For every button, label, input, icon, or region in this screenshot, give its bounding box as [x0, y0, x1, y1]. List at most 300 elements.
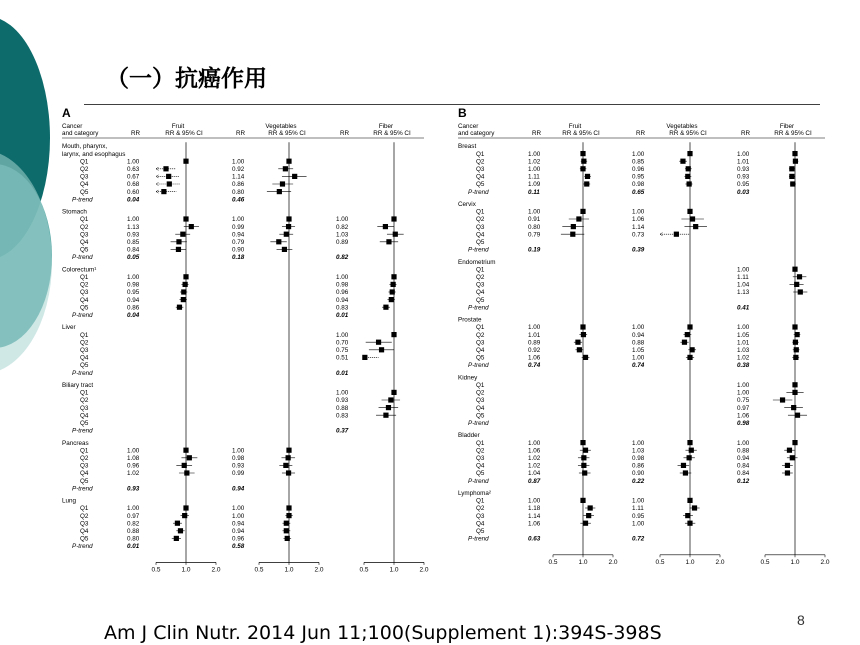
p-trend-label: P-trend [468, 477, 489, 485]
rr-value: 1.00 [528, 497, 541, 505]
rr-value: 0.84 [737, 470, 750, 478]
header-category: and category [62, 130, 99, 137]
quintile-label: Q1 [80, 274, 89, 281]
quintile-label: Q5 [476, 412, 485, 420]
rr-marker [674, 232, 679, 237]
quintile-label: Q3 [476, 512, 485, 520]
quintile-label: Q1 [80, 505, 89, 513]
rr-value: 1.00 [528, 324, 541, 332]
rr-marker [689, 448, 694, 453]
rr-marker [183, 282, 188, 287]
quintile-label: Q1 [80, 389, 89, 397]
header-column-name: Fruit [171, 123, 185, 130]
p-trend-value: 0.74 [632, 362, 645, 370]
quintile-label: Q1 [476, 382, 485, 389]
quintile-label: Q2 [80, 223, 89, 231]
p-trend-label: P-trend [468, 246, 489, 254]
rr-value: 1.11 [737, 274, 749, 281]
group-name: Endometrium [458, 258, 496, 266]
group-name: Lymphoma² [458, 490, 492, 497]
group-name: Stomach [62, 208, 87, 216]
group-name: Kidney [458, 374, 478, 382]
rr-marker [798, 289, 803, 294]
rr-value: 0.98 [632, 181, 645, 189]
citation-text: Am J Clin Nutr. 2014 Jun 11;100(Supplement 1):394S-398S [104, 622, 662, 644]
p-trend-value: 0.65 [632, 188, 645, 196]
rr-marker [362, 355, 367, 360]
rr-value: 1.00 [737, 324, 750, 332]
quintile-label: Q4 [80, 296, 89, 304]
quintile-label: Q2 [476, 274, 485, 281]
rr-marker [577, 347, 582, 352]
p-trend-value: 0.12 [737, 477, 750, 485]
header-column-sub: RR & 95% CI [165, 130, 203, 137]
rr-marker [389, 297, 394, 302]
rr-value: 1.00 [528, 439, 541, 447]
rr-marker [588, 505, 593, 510]
rr-marker [789, 166, 794, 171]
quintile-label: Q2 [80, 281, 89, 289]
rr-value: 0.80 [232, 188, 245, 196]
quintile-label: Q5 [80, 535, 89, 543]
rr-value: 0.80 [127, 535, 140, 543]
rr-value: 1.00 [232, 158, 245, 166]
p-trend-value: 0.63 [528, 535, 541, 543]
rr-value: 0.93 [336, 397, 349, 405]
rr-marker [174, 536, 179, 541]
rr-value: 0.95 [737, 181, 750, 189]
rr-value: 0.97 [127, 512, 140, 520]
rr-marker [583, 355, 588, 360]
rr-marker [692, 505, 697, 510]
rr-value: 0.75 [737, 397, 750, 405]
rr-marker [780, 397, 785, 402]
rr-value: 0.80 [528, 223, 541, 231]
p-trend-label: P-trend [72, 485, 93, 493]
x-tick-label: 2.0 [820, 558, 830, 566]
x-tick-label: 0.5 [151, 566, 161, 574]
rr-marker [161, 189, 166, 194]
rr-marker [187, 455, 192, 460]
quintile-label: Q5 [80, 420, 89, 427]
header-column-sub: RR & 95% CI [562, 130, 600, 137]
x-tick-label: 2.0 [211, 566, 221, 574]
rr-value: 1.02 [127, 470, 140, 478]
rr-marker [581, 159, 586, 164]
quintile-label: Q4 [476, 173, 485, 181]
rr-marker [176, 239, 181, 244]
group-name: Lung [62, 497, 77, 505]
header-rr: RR [131, 130, 141, 137]
rr-value: 1.06 [737, 412, 750, 420]
rr-value: 1.00 [737, 382, 750, 389]
quintile-label: Q3 [80, 173, 89, 181]
rr-value: 0.86 [632, 462, 645, 470]
rr-value: 1.11 [528, 173, 540, 181]
rr-value: 1.06 [528, 354, 541, 362]
rr-marker [292, 174, 297, 179]
group-name: Biliary tract [62, 382, 94, 389]
p-trend-value: 0.93 [127, 485, 140, 493]
rr-marker [393, 232, 398, 237]
rr-marker [282, 247, 287, 252]
rr-value: 0.90 [632, 470, 645, 478]
panel-label: B [458, 106, 467, 120]
quintile-label: Q4 [476, 404, 485, 412]
quintile-label: Q4 [80, 181, 89, 189]
rr-marker [586, 513, 591, 518]
x-tick-label: 2.0 [608, 558, 618, 566]
rr-value: 0.94 [336, 296, 349, 304]
quintile-label: Q4 [80, 239, 89, 246]
rr-marker [793, 159, 798, 164]
p-trend-label: P-trend [72, 312, 93, 319]
p-trend-value: 0.04 [127, 312, 140, 319]
quintile-label: Q4 [476, 520, 485, 528]
rr-value: 0.94 [737, 455, 750, 462]
rr-marker [167, 181, 172, 186]
p-trend-label: P-trend [468, 362, 489, 370]
header-column-sub: RR & 95% CI [669, 130, 707, 137]
rr-value: 1.18 [528, 505, 541, 513]
rr-marker [581, 455, 586, 460]
rr-value: 0.95 [632, 512, 645, 520]
p-trend-label: P-trend [72, 427, 93, 435]
quintile-label: Q1 [80, 447, 89, 455]
p-trend-value: 0.38 [737, 362, 750, 370]
rr-value: 0.96 [336, 289, 349, 297]
quintile-label: Q2 [80, 397, 89, 405]
p-trend-value: 0.74 [528, 362, 541, 370]
rr-marker [583, 521, 588, 526]
quintile-label: Q1 [476, 439, 485, 447]
rr-marker [386, 239, 391, 244]
rr-value: 1.02 [528, 158, 541, 166]
rr-marker [163, 166, 168, 171]
quintile-label: Q1 [80, 216, 89, 224]
rr-marker [286, 470, 291, 475]
rr-value: 1.02 [528, 455, 541, 462]
rr-value: 1.06 [528, 520, 541, 528]
quintile-label: Q2 [476, 158, 485, 166]
rr-marker [787, 448, 792, 453]
rr-value: 0.94 [232, 528, 245, 535]
rr-value: 1.09 [528, 181, 541, 189]
rr-marker [575, 340, 580, 345]
rr-marker [570, 232, 575, 237]
rr-marker [797, 274, 802, 279]
rr-value: 1.14 [232, 173, 245, 181]
rr-marker [685, 332, 690, 337]
x-tick-label: 1.0 [284, 566, 294, 574]
rr-value: 1.00 [336, 216, 349, 224]
rr-value: 0.63 [127, 166, 140, 173]
rr-value: 1.00 [232, 447, 245, 455]
quintile-label: Q1 [476, 497, 485, 505]
x-tick-label: 1.0 [685, 558, 695, 566]
quintile-label: Q2 [476, 216, 485, 224]
rr-marker [391, 282, 396, 287]
quintile-label: Q4 [80, 354, 89, 362]
rr-marker [793, 355, 798, 360]
rr-value: 0.92 [528, 347, 541, 354]
header-rr: RR [236, 130, 246, 137]
rr-value: 1.00 [737, 150, 750, 158]
rr-marker [189, 224, 194, 229]
p-trend-value: 0.01 [336, 369, 349, 377]
quintile-label: Q3 [476, 166, 485, 173]
rr-marker [790, 181, 795, 186]
rr-marker [383, 413, 388, 418]
rr-marker [283, 463, 288, 468]
rr-value: 1.00 [632, 354, 645, 362]
header-cancer: Cancer [62, 123, 83, 130]
rr-marker [795, 413, 800, 418]
rr-marker [681, 463, 686, 468]
group-name: Bladder [458, 432, 480, 440]
group-name: Prostate [458, 316, 482, 324]
p-trend-value: 0.39 [632, 246, 645, 254]
rr-value: 0.99 [232, 223, 245, 231]
rr-value: 0.85 [632, 158, 645, 166]
quintile-label: Q3 [476, 339, 485, 347]
rr-value: 0.88 [336, 404, 349, 412]
rr-marker [383, 224, 388, 229]
rr-value: 0.83 [336, 412, 349, 420]
rr-marker [685, 513, 690, 518]
rr-marker [687, 455, 692, 460]
rr-marker [585, 174, 590, 179]
rr-marker [791, 405, 796, 410]
quintile-label: Q2 [476, 447, 485, 455]
rr-value: 0.85 [127, 239, 140, 246]
rr-value: 1.05 [737, 331, 750, 339]
header-column-name: Fiber [378, 123, 394, 130]
header-column-name: Fiber [779, 123, 795, 130]
p-trend-value: 0.46 [232, 196, 245, 204]
rr-value: 1.03 [336, 231, 349, 239]
rr-value: 0.70 [336, 339, 349, 347]
quintile-label: Q5 [80, 477, 89, 485]
rr-value: 0.95 [632, 173, 645, 181]
rr-value: 0.94 [232, 520, 245, 528]
rr-marker [388, 397, 393, 402]
rr-value: 1.03 [632, 447, 645, 455]
p-trend-label: P-trend [72, 543, 93, 551]
rr-value: 0.94 [632, 331, 645, 339]
rr-value: 0.95 [127, 289, 140, 297]
rr-value: 0.91 [528, 216, 541, 224]
quintile-label: Q5 [80, 188, 89, 196]
header-column-name: Vegetables [666, 123, 698, 130]
quintile-label: Q3 [476, 455, 485, 462]
rr-value: 1.01 [528, 331, 541, 339]
rr-value: 0.82 [336, 223, 349, 231]
rr-value: 0.88 [632, 339, 645, 347]
p-trend-value: 0.98 [737, 420, 750, 427]
header-rr: RR [741, 130, 751, 137]
rr-value: 1.14 [528, 512, 541, 520]
quintile-label: Q2 [80, 166, 89, 173]
rr-value: 1.00 [232, 505, 245, 513]
rr-marker [176, 247, 181, 252]
quintile-label: Q1 [476, 266, 485, 274]
rr-marker [785, 463, 790, 468]
p-trend-value: 0.05 [127, 254, 140, 262]
rr-value: 0.79 [528, 231, 541, 239]
rr-value: 1.00 [632, 208, 645, 216]
p-trend-value: 0.19 [528, 246, 541, 254]
header-column-sub: RR & 95% CI [268, 130, 306, 137]
rr-value: 0.93 [232, 462, 245, 470]
rr-marker [180, 232, 185, 237]
rr-value: 0.67 [127, 173, 140, 181]
quintile-label: Q5 [476, 470, 485, 478]
rr-value: 1.05 [632, 347, 645, 354]
p-trend-value: 0.41 [737, 304, 750, 312]
quintile-label: Q5 [476, 181, 485, 189]
p-trend-value: 0.18 [232, 254, 245, 262]
rr-marker [181, 289, 186, 294]
group-name: Mouth, pharynx, [62, 143, 108, 151]
quintile-label: Q3 [476, 281, 485, 289]
rr-value: 0.94 [232, 231, 245, 239]
quintile-label: Q5 [80, 362, 89, 370]
rr-marker [178, 528, 183, 533]
rr-value: 0.73 [632, 231, 645, 239]
rr-value: 0.92 [232, 166, 245, 173]
rr-marker [576, 216, 581, 221]
p-trend-label: P-trend [72, 369, 93, 377]
rr-marker [794, 347, 799, 352]
quintile-label: Q1 [80, 158, 89, 166]
rr-marker [283, 166, 288, 171]
rr-value: 0.88 [737, 447, 750, 455]
rr-value: 0.89 [528, 339, 541, 347]
rr-value: 1.00 [737, 389, 750, 397]
quintile-label: Q3 [80, 520, 89, 528]
x-tick-label: 1.0 [790, 558, 800, 566]
rr-value: 1.00 [737, 439, 750, 447]
quintile-label: Q1 [80, 331, 89, 339]
header-rr: RR [532, 130, 542, 137]
header-column-sub: RR & 95% CI [373, 130, 411, 137]
rr-marker [182, 513, 187, 518]
rr-value: 0.83 [336, 304, 349, 312]
rr-value: 0.97 [737, 404, 750, 412]
rr-value: 1.00 [632, 150, 645, 158]
quintile-label: Q3 [80, 289, 89, 297]
rr-value: 0.90 [232, 246, 245, 254]
rr-marker [785, 470, 790, 475]
rr-value: 0.60 [127, 188, 140, 196]
quintile-label: Q3 [476, 223, 485, 231]
rr-value: 1.00 [336, 274, 349, 281]
rr-marker [583, 448, 588, 453]
quintile-label: Q3 [80, 231, 89, 239]
rr-value: 0.94 [127, 296, 140, 304]
p-trend-value: 0.04 [127, 196, 140, 204]
p-trend-value: 0.72 [632, 535, 645, 543]
rr-value: 0.98 [632, 455, 645, 462]
rr-value: 1.06 [632, 216, 645, 224]
quintile-label: Q2 [476, 331, 485, 339]
rr-value: 0.79 [232, 239, 245, 246]
rr-marker [276, 239, 281, 244]
header-column-sub: RR & 95% CI [774, 130, 812, 137]
rr-value: 0.75 [336, 347, 349, 354]
header-rr: RR [340, 130, 350, 137]
rr-marker [584, 181, 589, 186]
quintile-label: Q4 [476, 462, 485, 470]
group-name: Colorectum¹ [62, 266, 97, 274]
rr-marker [693, 224, 698, 229]
rr-marker [284, 521, 289, 526]
rr-value: 1.00 [632, 497, 645, 505]
x-tick-label: 1.0 [181, 566, 191, 574]
rr-marker [793, 340, 798, 345]
p-trend-value: 0.94 [232, 485, 245, 493]
p-trend-value: 0.01 [336, 312, 349, 319]
rr-marker [581, 332, 586, 337]
p-trend-value: 0.82 [336, 254, 349, 262]
quintile-label: Q2 [476, 505, 485, 513]
quintile-label: Q3 [80, 462, 89, 470]
rr-marker [683, 470, 688, 475]
group-name: larynx, and esophagus [62, 150, 126, 158]
rr-marker [687, 181, 692, 186]
p-trend-label: P-trend [468, 420, 489, 427]
rr-marker [277, 189, 282, 194]
rr-value: 1.06 [528, 447, 541, 455]
rr-value: 0.96 [127, 462, 140, 470]
header-column-name: Fruit [568, 123, 582, 130]
rr-value: 0.84 [127, 246, 140, 254]
x-tick-label: 0.5 [548, 558, 558, 566]
quintile-label: Q3 [80, 347, 89, 354]
rr-marker [286, 224, 291, 229]
quintile-label: Q3 [476, 397, 485, 405]
p-trend-label: P-trend [468, 188, 489, 196]
quintile-label: Q4 [80, 470, 89, 478]
rr-value: 1.00 [528, 208, 541, 216]
rr-marker [177, 305, 182, 310]
header-column-name: Vegetables [265, 123, 297, 130]
rr-value: 1.00 [737, 266, 750, 274]
x-tick-label: 0.5 [760, 558, 770, 566]
rr-marker [181, 297, 186, 302]
rr-value: 1.00 [632, 439, 645, 447]
rr-value: 0.68 [127, 181, 140, 189]
rr-value: 0.88 [127, 528, 140, 535]
rr-value: 1.01 [737, 339, 750, 347]
x-tick-label: 2.0 [419, 566, 429, 574]
ci-arrow [156, 182, 159, 185]
rr-value: 1.08 [127, 455, 140, 462]
rr-value: 1.01 [737, 158, 750, 166]
rr-value: 0.84 [737, 462, 750, 470]
rr-value: 0.93 [127, 231, 140, 239]
p-trend-value: 0.37 [336, 427, 349, 435]
rr-marker [685, 174, 690, 179]
x-tick-label: 0.5 [359, 566, 369, 574]
panel-label: A [62, 106, 71, 120]
rr-marker [790, 455, 795, 460]
p-trend-label: P-trend [468, 535, 489, 543]
p-trend-value: 0.03 [737, 188, 750, 196]
rr-value: 1.00 [232, 216, 245, 224]
quintile-label: Q1 [476, 208, 485, 216]
